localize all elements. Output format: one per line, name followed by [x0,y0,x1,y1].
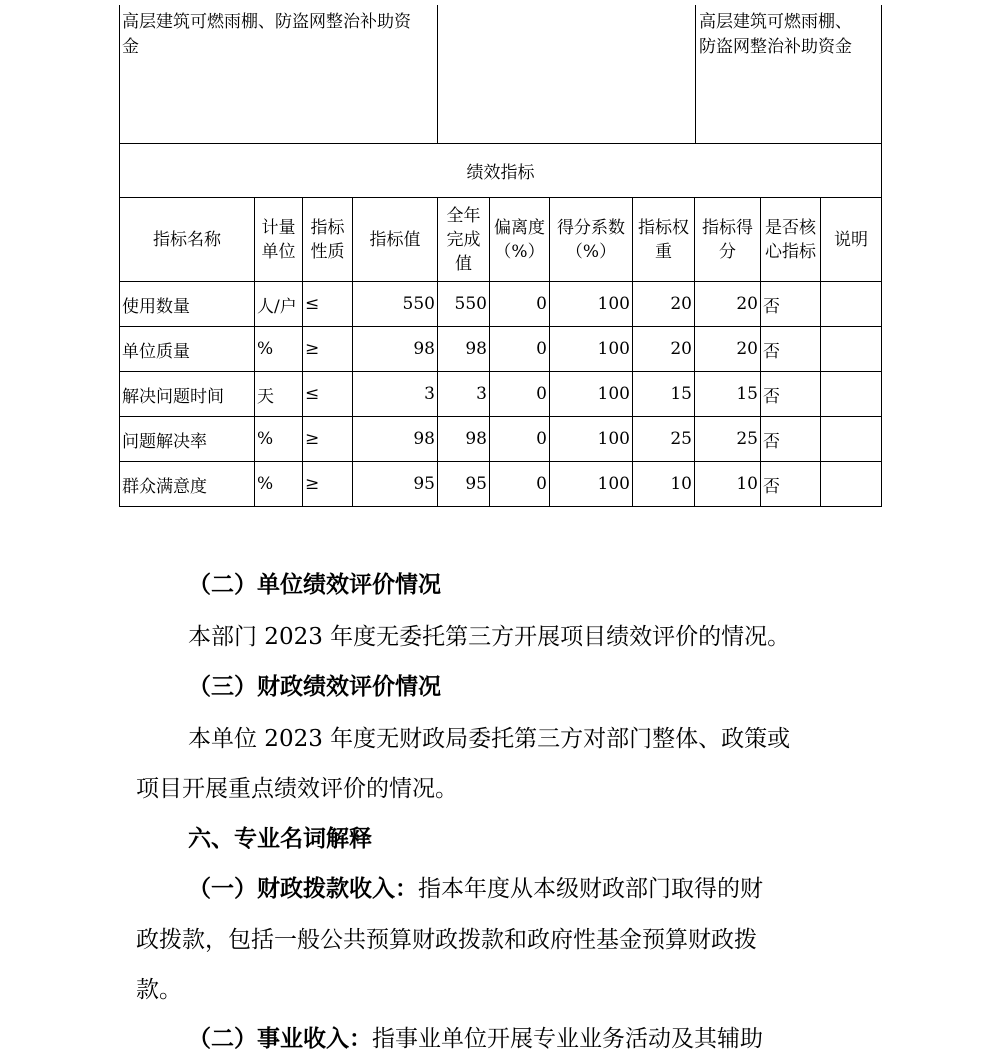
cell-name: 单位质量 [120,327,255,372]
cell-deviation: 0 [490,327,550,372]
table-row [120,282,882,327]
cell-core: 否 [761,282,821,327]
cell-weight: 20 [633,327,695,372]
header-done: 全年 完成 值 [438,198,490,282]
cell-weight: 20 [633,282,695,327]
cell-weight: 10 [633,462,695,507]
cell-nature: ≥ [303,462,353,507]
cell-name: 解决问题时间 [120,372,255,417]
cell-name: 问题解决率 [120,417,255,462]
cell-deviation: 0 [490,282,550,327]
cell-core: 否 [761,372,821,417]
cell-unit: % [255,462,303,507]
cell-note [821,327,882,372]
cell-unit: % [255,417,303,462]
cell-value: 98 [353,417,438,462]
cell-note [821,282,882,327]
header-score: 指标得 分 [695,198,761,282]
paragraph-term2-line1 [188,1024,763,1054]
header-value: 指标值 [353,198,438,282]
heading-fin-eval: （三）财政绩效评价情况 [188,673,441,700]
cell-note [821,372,882,417]
cell-note [821,417,882,462]
cell-score: 20 [695,327,761,372]
project-name-cell: 高层建筑可燃雨棚、防盗网整治补助资 金 [122,12,411,57]
cell-unit: 天 [255,372,303,417]
paragraph-unit-eval: 本部门 2023 年度无委托第三方开展项目绩效评价的情况。 [188,624,791,650]
cell-done: 98 [438,417,490,462]
table-row [120,462,882,507]
header-weight: 指标权 重 [633,198,695,282]
cell-score: 15 [695,372,761,417]
cell-core: 否 [761,462,821,507]
term2-label: （二）事业收入： [188,1025,372,1052]
term1-text: 指本年度从本级财政部门取得的财 [418,876,763,902]
table-row [120,327,882,372]
indicator-table [119,197,882,507]
header-unit: 计量 单位 [255,198,303,282]
heading-unit-eval: （二）单位绩效评价情况 [188,571,441,598]
cell-coefficient: 100 [550,462,633,507]
project-content-cell: 高层建筑可燃雨棚、 防盗网整治补助资金 [699,12,852,57]
cell-value: 95 [353,462,438,507]
cell-core: 否 [761,327,821,372]
paragraph-term1-line3: 款。 [136,977,182,1003]
header-coefficient: 得分系数 （%） [550,198,633,282]
header-nature: 指标 性质 [303,198,353,282]
cell-nature: ≥ [303,417,353,462]
cell-coefficient: 100 [550,417,633,462]
paragraph-term1-line1 [188,874,763,904]
cell-done: 550 [438,282,490,327]
term1-label: （一）财政拨款收入： [188,875,418,902]
cell-done: 98 [438,327,490,372]
cell-done: 95 [438,462,490,507]
cell-deviation: 0 [490,417,550,462]
cell-name: 使用数量 [120,282,255,327]
table-divider [695,5,696,143]
cell-coefficient: 100 [550,282,633,327]
paragraph-fin-eval-line2: 项目开展重点绩效评价的情况。 [136,776,458,802]
cell-deviation: 0 [490,372,550,417]
table-divider [437,5,438,143]
cell-note [821,462,882,507]
header-core: 是否核 心指标 [761,198,821,282]
cell-value: 98 [353,327,438,372]
paragraph-term1-line2: 政拨款，包括一般公共预算财政拨款和政府性基金预算财政拨 [136,927,757,953]
cell-core: 否 [761,417,821,462]
perf-indicator-title: 绩效指标 [119,143,882,198]
table-row [120,372,882,417]
header-note: 说明 [821,198,882,282]
cell-value: 550 [353,282,438,327]
table-row [120,417,882,462]
cell-unit: % [255,327,303,372]
cell-weight: 25 [633,417,695,462]
cell-coefficient: 100 [550,372,633,417]
header-row [120,198,882,282]
heading-terms: 六、专业名词解释 [188,825,372,852]
cell-weight: 15 [633,372,695,417]
cell-score: 25 [695,417,761,462]
cell-coefficient: 100 [550,327,633,372]
cell-unit: 人/户 [255,282,303,327]
paragraph-fin-eval-line1: 本单位 2023 年度无财政局委托第三方对部门整体、政策或 [188,726,791,752]
header-deviation: 偏离度 （%） [490,198,550,282]
header-name: 指标名称 [120,198,255,282]
cell-score: 20 [695,282,761,327]
cell-score: 10 [695,462,761,507]
cell-value: 3 [353,372,438,417]
cell-deviation: 0 [490,462,550,507]
term2-text: 指事业单位开展专业业务活动及其辅助 [372,1026,763,1052]
cell-nature: ≥ [303,327,353,372]
cell-nature: ≤ [303,282,353,327]
cell-name: 群众满意度 [120,462,255,507]
cell-nature: ≤ [303,372,353,417]
cell-done: 3 [438,372,490,417]
